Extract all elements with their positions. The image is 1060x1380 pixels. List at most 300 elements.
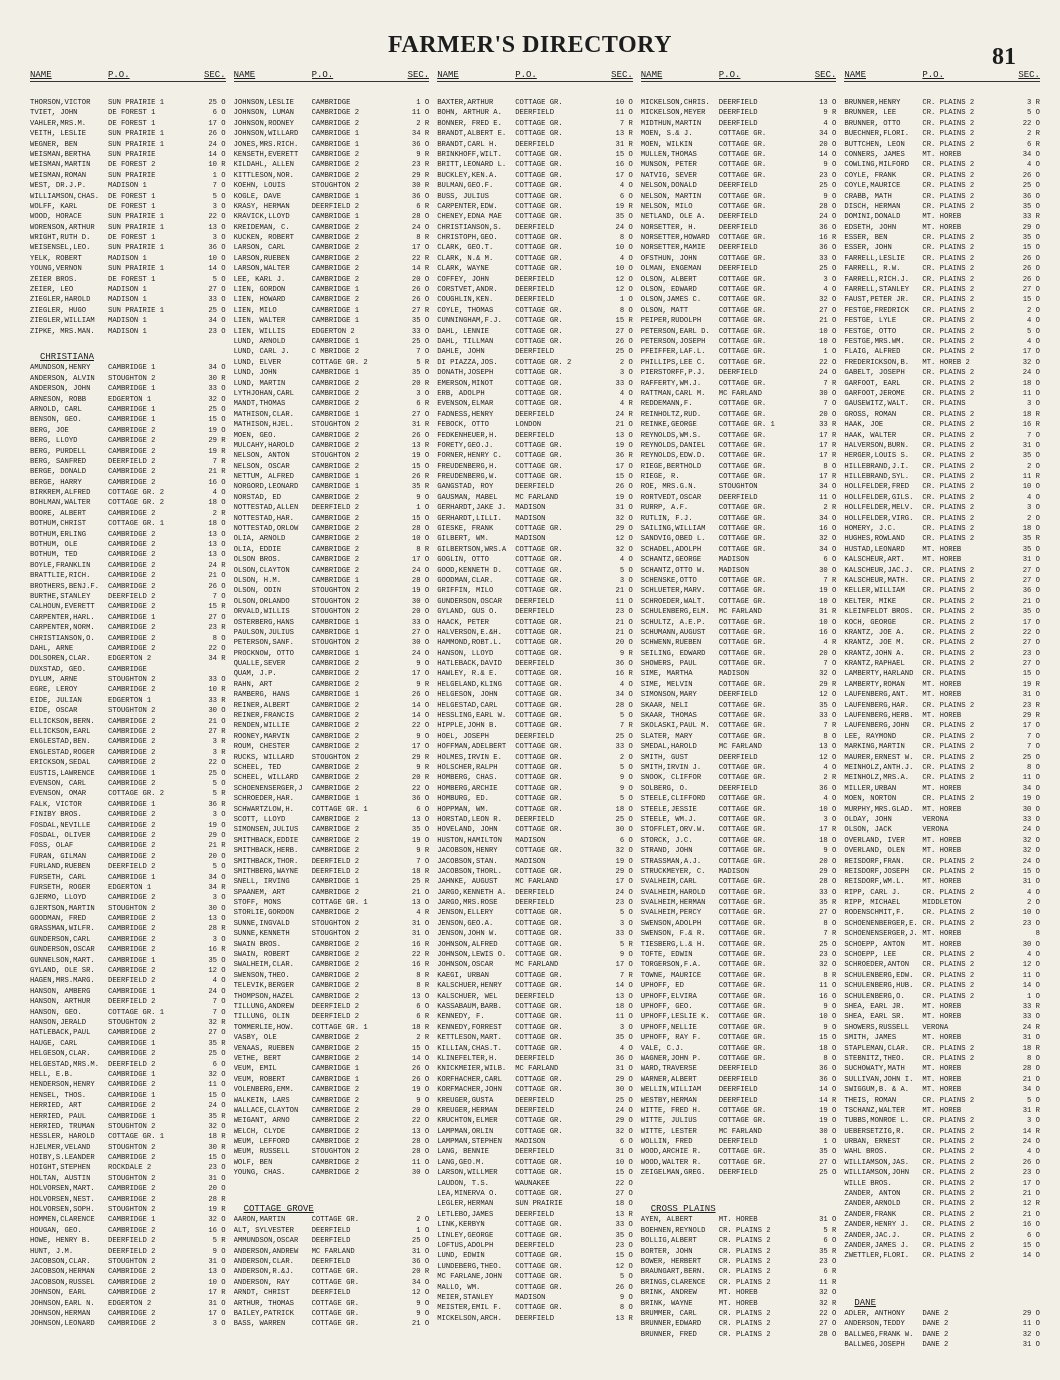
directory-entry: [30, 233, 226, 243]
directory-entry: [844, 1106, 1040, 1116]
entry-name: SCHADEL,ADOLPH: [640, 545, 702, 554]
directory-entry: [641, 597, 837, 607]
directory-entry: [844, 223, 1040, 233]
entry-sec: 19 O: [1022, 795, 1040, 804]
directory-entry: [844, 275, 1040, 285]
directory-entry: [641, 877, 837, 887]
entry-name: CHENEY,EDNA MAE: [437, 213, 502, 222]
directory-entry: [234, 1002, 430, 1012]
entry-sec: 3 O: [619, 919, 633, 928]
entry-name: WITTE, FRED H.: [640, 1106, 702, 1115]
directory-entry: [844, 295, 1040, 305]
directory-entry: [437, 1210, 633, 1220]
entry-name: HESSLING,EARL W.: [437, 712, 507, 721]
entry-sec: 4 O: [1027, 951, 1040, 960]
entry-name: HOLLFELDER,MELV.: [844, 504, 914, 513]
entry-name: FALK, VICTOR: [30, 800, 82, 809]
entry-name: MUNSON, PETER: [640, 161, 697, 170]
entry-sec: 21 O: [1022, 1190, 1040, 1199]
directory-entry: [641, 295, 837, 305]
directory-entry: [234, 264, 430, 274]
entry-po: DEERFIELD: [515, 286, 555, 295]
entry-sec: 34 R: [208, 883, 226, 892]
directory-entry: [234, 576, 430, 586]
entry-name: DI PIAZZA,JOS.: [437, 358, 498, 367]
entry-po: COTTAGE GR.: [718, 722, 767, 731]
directory-entry: [30, 748, 226, 758]
entry-name: AMMUNDSON,OSCAR: [233, 1237, 299, 1246]
entry-sec: 9 O: [823, 1002, 837, 1011]
entry-po: CAMBRIDGE 2: [311, 940, 360, 949]
entry-sec: 5 O: [212, 275, 226, 284]
directory-entry: [30, 223, 226, 233]
entry-sec: 25 O: [615, 815, 633, 824]
directory-entry: [30, 1299, 226, 1309]
entry-po: CAMBRIDGE 1: [311, 369, 360, 378]
entry-sec: 20 R: [411, 1268, 430, 1277]
entry-sec: 15 R: [615, 317, 633, 326]
entry-name: MURPHY,MRS.GLAD.: [844, 805, 914, 814]
entry-name: BASS, WARREN: [233, 1320, 286, 1329]
directory-entry: [234, 150, 430, 160]
entry-po: COTTAGE GR.: [718, 379, 767, 388]
entry-sec: 4 O: [212, 977, 226, 986]
entry-name: FURAN, GILMAN: [30, 852, 87, 861]
entry-sec: 31 O: [208, 1257, 226, 1266]
entry-name: ANDERSON, JOHN: [30, 385, 91, 394]
entry-po: MT. HOREB: [922, 1002, 962, 1011]
entry-po: COTTAGE GR.: [718, 795, 767, 804]
entry-sec: 14 O: [411, 712, 430, 721]
entry-name: SCHENSKE,OTTO: [640, 576, 697, 585]
entry-sec: 8 O: [1027, 764, 1040, 772]
entry-name: STAPLEMAN,CLAR.: [844, 1044, 910, 1053]
entry-po: MADISON: [718, 670, 749, 679]
directory-entry: [437, 98, 633, 108]
entry-name: ZWETTLER,FLORI.: [844, 1252, 910, 1261]
directory-entry: [234, 1215, 430, 1225]
entry-sec: 9 O: [823, 192, 837, 201]
entry-sec: 24 O: [1022, 369, 1040, 378]
entry-name: HOLMES,IRVIN E.: [437, 753, 502, 762]
directory-entry: [844, 680, 1040, 690]
entry-name: ROUM, CHESTER: [233, 743, 290, 752]
directory-entry: [30, 852, 226, 862]
directory-entry: [30, 800, 226, 810]
entry-po: COTTAGE GR.: [515, 234, 563, 243]
entry-name: WILLE BROS.: [844, 1179, 892, 1188]
directory-entry: [844, 420, 1040, 430]
directory-entry: [437, 327, 633, 337]
entry-name: VETHE, BERT: [233, 1054, 282, 1063]
entry-sec: 9 O: [619, 784, 633, 793]
entry-name: OLSON, JACK: [844, 826, 892, 835]
directory-entry: [844, 846, 1040, 856]
entry-sec: 29 R: [208, 437, 226, 446]
entry-po: CR. PLAINS 2: [922, 317, 975, 326]
entry-sec: 12 R: [1022, 1200, 1040, 1209]
entry-po: EDGERTON 1: [108, 883, 152, 892]
directory-entry: [234, 275, 430, 285]
directory-entry: [437, 597, 633, 607]
entry-sec: 32 O: [819, 535, 837, 544]
entry-sec: 30 O: [411, 639, 430, 648]
directory-entry: [437, 275, 633, 285]
directory-entry: [641, 1127, 837, 1137]
header-sec: SEC.: [1018, 70, 1040, 80]
column-header: [437, 70, 633, 82]
entry-po: CR. PLAINS 2: [922, 202, 975, 211]
entry-po: CAMBRIDGE 2: [108, 624, 156, 633]
entry-po: CAMBRIDGE 2: [311, 712, 360, 721]
entry-po: CR. PLAINS 2: [922, 119, 975, 128]
entry-name: GANGSTAD, ROY: [437, 483, 494, 492]
entry-sec: 25 O: [1022, 753, 1040, 762]
directory-entry: [234, 753, 430, 763]
directory-entry: [234, 1137, 430, 1147]
directory-entry: [641, 98, 837, 108]
entry-name: ROONEY,MARVIN: [233, 732, 290, 741]
directory-entry: [844, 566, 1040, 576]
directory-entry: [234, 960, 430, 970]
entry-sec: 6 R: [416, 400, 430, 409]
entry-sec: 31 O: [1022, 1034, 1040, 1043]
entry-po: COTTAGE GR.: [515, 649, 563, 658]
entry-sec: 31 O: [411, 930, 430, 939]
entry-po: CR. PLAINS 2: [922, 951, 975, 960]
entry-po: COTTAGE GR.: [515, 213, 563, 222]
entry-po: SUN PRAIRIE: [108, 171, 156, 180]
entry-sec: 32 O: [615, 847, 633, 856]
entry-name: WOLF, BEN: [233, 1158, 273, 1167]
entry-sec: 7 R: [619, 971, 633, 980]
entry-po: CAMBRIDGE 2: [108, 1309, 156, 1318]
entry-name: SWENSON,ADOLPH: [640, 919, 702, 928]
entry-po: COTTAGE GR.: [515, 951, 563, 960]
directory-entry: [641, 119, 837, 129]
entry-sec: 22 O: [819, 1309, 837, 1318]
entry-sec: 13 O: [819, 743, 837, 752]
directory-entry: [844, 576, 1040, 586]
directory-entry: [844, 202, 1040, 212]
entry-sec: 31 O: [819, 1216, 837, 1225]
entry-sec: 4 R: [619, 400, 633, 409]
entry-name: MOEN, WILKIN: [640, 140, 693, 149]
entry-sec: 36 O: [411, 1257, 430, 1266]
directory-entry: [641, 285, 837, 295]
directory-entry: [30, 966, 226, 976]
directory-entry: [844, 327, 1040, 337]
entry-sec: 22 O: [1022, 628, 1040, 637]
entry-name: FURSETH, ROGER: [30, 883, 91, 892]
entry-po: CAMBRIDGE 2: [108, 561, 156, 570]
directory-entry: [437, 368, 633, 378]
entry-sec: 2 O: [619, 358, 633, 367]
entry-name: RATTMAN,CARL M.: [640, 389, 706, 398]
entry-po: SUN PRAIRIE 1: [108, 306, 165, 315]
entry-po: CR. PLAINS 2: [922, 919, 975, 928]
directory-entry: [30, 727, 226, 737]
entry-po: CAMBRIDGE 1: [311, 878, 360, 887]
entry-name: HUSTON,HAMILTON: [437, 836, 502, 845]
directory-entry: [30, 571, 226, 581]
entry-name: HOLLFELDER,FRED: [844, 483, 910, 492]
entry-po: CAMBRIDGE 2: [311, 660, 360, 669]
entry-po: MT. HOREB: [922, 1086, 962, 1095]
directory-entry: [641, 680, 837, 690]
directory-entry: [844, 1189, 1040, 1199]
entry-sec: 34 O: [615, 691, 633, 700]
directory-entry: [234, 846, 430, 856]
directory-entry: [437, 1044, 633, 1054]
entry-sec: 31 O: [411, 919, 430, 928]
entry-po: DEERFIELD 2: [108, 1247, 156, 1256]
entry-sec: 13 O: [208, 551, 226, 560]
entry-po: CR. PLAINS 2: [922, 244, 975, 253]
entry-po: CAMBRIDGE 2: [311, 774, 360, 783]
entry-po: MC FARLAND: [515, 961, 559, 970]
entry-name: SCHUMANN,AUGUST: [640, 628, 706, 637]
entry-po: MT. HOREB: [922, 1065, 962, 1074]
entry-name: ANDERSON,ANDREW: [233, 1247, 299, 1256]
entry-name: NELSON, MARTIN: [640, 192, 702, 201]
directory-entry: [437, 431, 633, 441]
entry-sec: 33 O: [1022, 1013, 1040, 1022]
directory-entry: [234, 742, 430, 752]
directory-entry: [437, 1231, 633, 1241]
entry-sec: 27 O: [1022, 639, 1040, 648]
directory-entry: [30, 904, 226, 914]
entry-name: SVALHEIM,PERCY: [640, 909, 702, 918]
directory-entry: [641, 836, 837, 846]
entry-po: COTTAGE GR.: [718, 919, 767, 928]
directory-entry: [437, 514, 633, 524]
entry-sec: 24 O: [208, 987, 226, 996]
entry-name: HERGER,LOUIS S.: [844, 452, 910, 461]
entry-po: CAMBRIDGE 2: [108, 686, 156, 695]
entry-po: COTTAGE GR.: [718, 535, 767, 544]
entry-po: CAMBRIDGE 2: [108, 1268, 156, 1277]
directory-entry: [844, 1241, 1040, 1251]
entry-name: VEUM, ROBERT: [233, 1075, 286, 1084]
entry-sec: 24 O: [411, 566, 430, 575]
entry-po: COTTAGE GR.: [718, 161, 767, 170]
entry-sec: 36 O: [411, 795, 430, 804]
entry-sec: 20 O: [819, 140, 837, 149]
directory-entry: [641, 1085, 837, 1095]
entry-name: GYLAND, OLE SR.: [30, 967, 95, 976]
entry-sec: 31 O: [411, 1247, 430, 1256]
entry-po: MADISON: [718, 566, 749, 575]
directory-entry: [437, 618, 633, 628]
entry-po: COTTAGE GR.: [515, 306, 563, 315]
entry-sec: 30 O: [819, 389, 837, 398]
directory-entry: [30, 550, 226, 560]
header-sec: SEC.: [814, 70, 837, 80]
entry-name: HOLTAN, AUSTIN: [30, 1174, 91, 1183]
directory-entry: [844, 1330, 1040, 1340]
entry-sec: 35 O: [1022, 452, 1040, 461]
entry-name: SCHWENN,RUEBEN: [640, 639, 702, 648]
entry-name: HANSON,JERALD: [30, 1018, 87, 1027]
entry-sec: 15 O: [1022, 296, 1040, 305]
entry-po: CAMBRIDGE 2: [108, 915, 156, 924]
directory-entry: [437, 867, 633, 877]
entry-sec: 36 O: [819, 1075, 837, 1084]
entry-po: CR. PLAINS 2: [922, 649, 975, 658]
entry-name: SMITHBACK,EDDIE: [233, 836, 299, 845]
entry-sec: 14 O: [615, 982, 633, 991]
directory-entry: [234, 358, 430, 368]
entry-po: CAMBRIDGE 2: [108, 717, 156, 726]
entry-name: BRANDT,CARL H.: [437, 140, 498, 149]
entry-sec: 35 O: [1022, 234, 1040, 243]
entry-po: CAMBRIDGE 1: [108, 405, 156, 414]
directory-entry: [437, 420, 633, 430]
entry-po: CAMBRIDGE 2: [311, 815, 360, 824]
entry-name: KALSCHEUR,ART.: [844, 556, 905, 565]
directory-entry: [437, 223, 633, 233]
directory-entry: [437, 1314, 633, 1324]
directory-entry: [234, 950, 430, 960]
entry-po: COTTAGE GR.: [718, 836, 767, 845]
entry-sec: 17 R: [819, 473, 837, 482]
entry-po: CAMBRIDGE 2: [311, 982, 360, 991]
entry-name: ADLER, ANTHONY: [844, 1309, 905, 1318]
entry-sec: 33 O: [411, 618, 430, 627]
entry-po: SUN PRAIRIE 1: [108, 140, 165, 149]
entry-name: OLSON, ODIN: [233, 587, 282, 596]
column-header: [234, 70, 430, 82]
entry-name: LIEN, WILLIS: [233, 327, 286, 336]
entry-po: COTTAGE GR.: [718, 400, 767, 409]
entry-po: CAMBRIDGE 2: [311, 545, 360, 554]
entry-po: COTTAGE GR. 1: [108, 520, 165, 529]
entry-po: COTTAGE GR.: [718, 587, 767, 596]
entry-name: WILLIAMSON,CHAS.: [30, 192, 100, 201]
entry-name: RIEGE,BERTHOLD: [640, 462, 702, 471]
directory-entry: [437, 1283, 633, 1293]
column-header: [844, 70, 1040, 82]
entry-sec: 31 R: [411, 421, 430, 430]
entry-po: VERONA: [922, 826, 949, 835]
entry-name: HUGHES,ROWLAND: [844, 535, 905, 544]
entry-sec: 7 R: [823, 379, 837, 388]
entry-sec: 3 O: [619, 1023, 633, 1032]
directory-entry: [234, 347, 430, 357]
directory-entry: [844, 1319, 1040, 1329]
entry-sec: 19 R: [208, 1206, 226, 1215]
entry-po: DEERFIELD: [718, 213, 758, 222]
entry-sec: 17 O: [411, 670, 430, 679]
entry-po: COTTAGE GR.: [718, 971, 767, 980]
entry-sec: 32 O: [819, 961, 837, 970]
entry-sec: 9 O: [619, 951, 633, 960]
entry-sec: 28 O: [819, 1330, 837, 1339]
entry-name: EVENSON, CARL: [30, 780, 87, 788]
entry-po: COTTAGE GR.: [718, 888, 767, 897]
directory-entry: [844, 711, 1040, 721]
directory-entry: [844, 534, 1040, 544]
entry-name: COUGHLIN,KEN.: [437, 296, 494, 305]
directory-entry: [437, 607, 633, 617]
entry-name: FEBOCK, OTTO: [437, 421, 489, 430]
entry-name: ENGLESTAD,ROGER: [30, 748, 95, 757]
directory-entry: [234, 441, 430, 451]
entry-name: HAGEN,MRS.MARG.: [30, 977, 95, 986]
entry-sec: 27 R: [208, 728, 226, 737]
entry-name: WEST, DR.J.P.: [30, 182, 87, 191]
entry-sec: 15 O: [1022, 1241, 1040, 1250]
entry-name: ZEIGELMAN,GREG.: [640, 1169, 706, 1178]
directory-entry: [641, 140, 837, 150]
entry-name: SKAAR, THOMAS: [640, 712, 697, 721]
entry-name: KNICKMEIER,WILB.: [437, 1065, 507, 1074]
entry-po: MC FARLAND: [718, 1127, 762, 1136]
entry-name: CHRISTIANSON,O.: [30, 634, 95, 643]
entry-po: COTTAGE GR.: [515, 265, 563, 274]
entry-name: FREUDENBERG,H.: [437, 462, 498, 471]
entry-name: HANSON, AMBERG: [30, 987, 91, 996]
directory-entry: [234, 1158, 430, 1168]
entry-name: OLIA, EDDIE: [233, 545, 282, 554]
entry-po: DEERFIELD 2: [311, 202, 360, 211]
entry-po: COTTAGE GR.: [515, 1221, 563, 1230]
entry-po: CR. PLAINS 2: [922, 379, 975, 388]
entry-sec: 33 O: [615, 1221, 633, 1230]
entry-name: FARRELL, R.W.: [844, 265, 901, 274]
entry-sec: 7 O: [823, 660, 837, 669]
entry-po: CAMBRIDGE 2: [108, 1029, 156, 1038]
entry-name: HORSTAD,LEON R.: [437, 815, 502, 824]
entry-sec: 23 O: [615, 1241, 633, 1250]
entry-name: BRUNNER, OTTO: [844, 119, 901, 128]
directory-entry: [30, 316, 226, 326]
directory-entry: [844, 1002, 1040, 1012]
entry-name: ESSER, BEN: [844, 234, 888, 243]
entry-sec: 7 O: [212, 182, 226, 191]
directory-entry: [234, 659, 430, 669]
directory-entry: [641, 1158, 837, 1168]
directory-entry: [641, 960, 837, 970]
entry-sec: 24 R: [208, 561, 226, 570]
entry-po: CR. PLAINS 2: [922, 265, 975, 274]
entry-sec: 21 O: [1022, 1210, 1040, 1219]
entry-name: JENSON,GEO.A.: [437, 919, 494, 928]
entry-sec: 14 O: [208, 265, 226, 274]
directory-entry: [234, 1033, 430, 1043]
entry-po: CAMBRIDGE 2: [108, 447, 156, 456]
directory-entry: [234, 929, 430, 939]
entry-name: HOLSCHER,RALPH: [437, 764, 498, 772]
entry-po: COTTAGE GR. 2: [311, 358, 368, 367]
entry-sec: 28 O: [411, 1138, 430, 1147]
entry-name: JOHNSON,ALFRED: [437, 940, 498, 949]
entry-sec: 2 R: [416, 1034, 430, 1043]
entry-po: COTTAGE GR.: [515, 670, 563, 679]
entry-sec: 8 R: [416, 982, 430, 991]
entry-po: DEERFIELD: [718, 119, 758, 128]
entry-po: CR. PLAINS 2: [922, 462, 975, 471]
directory-entry: [234, 327, 430, 337]
entry-name: LEA,MINERVA O.: [437, 1190, 498, 1199]
entry-po: COTTAGE GR.: [718, 899, 767, 908]
entry-name: NETLAND, OLE A.: [640, 213, 706, 222]
directory-entry: [437, 680, 633, 690]
entry-name: RODENSCHMIT,F.: [844, 909, 905, 918]
entry-sec: 8 O: [619, 234, 633, 243]
entry-po: CR. PLAINS 2: [922, 296, 975, 305]
